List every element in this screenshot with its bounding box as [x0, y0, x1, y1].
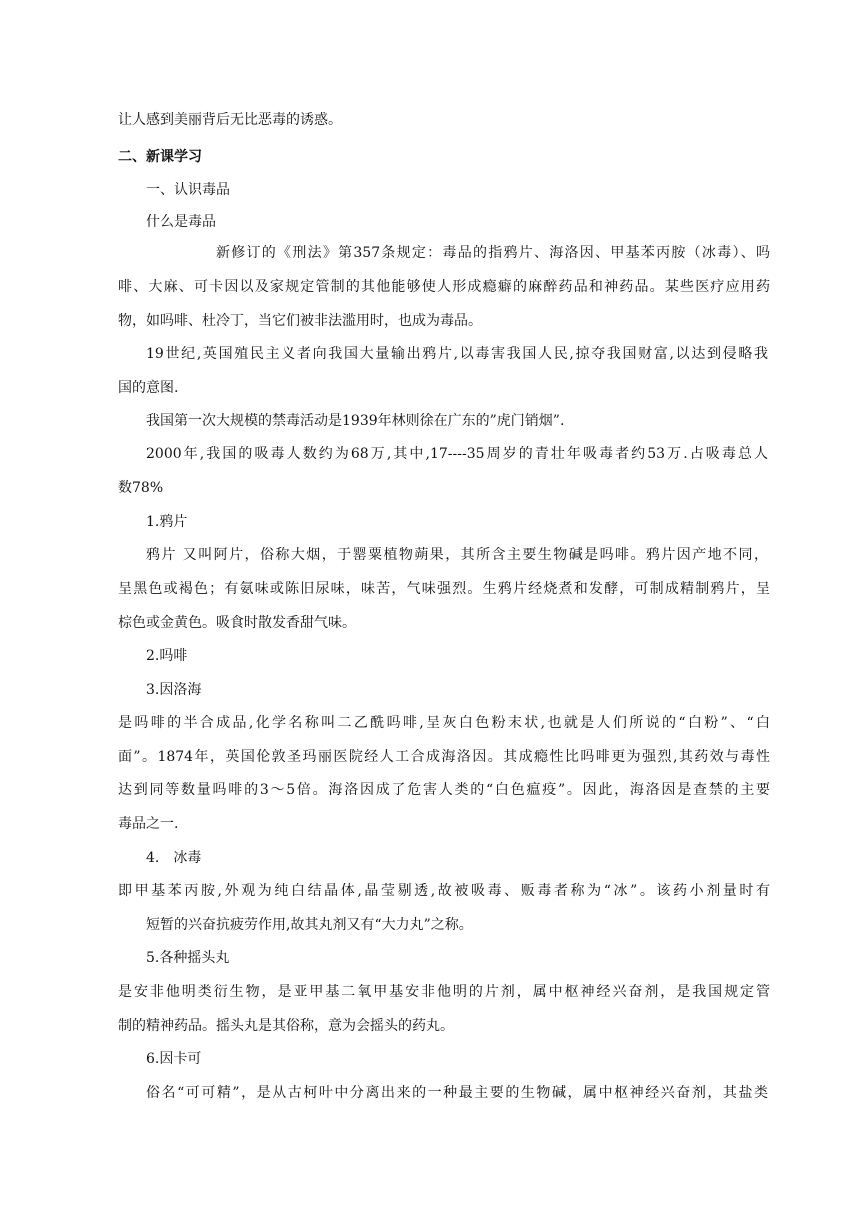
paragraph-line: 数78%	[118, 480, 164, 496]
paragraph-line: 达到同等数量吗啡的3～5倍。海洛因成了危害人类的“白色瘟疫”。因此，海洛因是查禁的主要	[118, 782, 770, 798]
paragraph-line: 19世纪,英国殖民主义者向我国大量输出鸦片,以毒害我国人民,掠夺我国财富,以达到侵略我	[146, 346, 768, 362]
paragraph-line: 俗名“可可精”，是从古柯叶中分离出来的一种最主要的生物碱，属中枢神经兴奋剂，其盐类	[146, 1085, 768, 1101]
paragraph-line: 物，如吗啡、杜冷丁，当它们被非法滥用时，也成为毒品。	[118, 313, 482, 329]
paragraph-line: 2000年,我国的吸毒人数约为68万,其中,17----35周岁的青壮年吸毒者约53万.占吸毒总人	[146, 446, 768, 462]
item-heading: 4. 冰毒	[146, 850, 202, 866]
paragraph-line: 毒品之一.	[118, 816, 179, 832]
paragraph-line: 是吗啡的半合成品,化学名称叫二乙酰吗啡,呈灰白色粉末状,也就是人们所说的“白粉”、“白	[118, 715, 770, 731]
paragraph-line: 是安非他明类衍生物，是亚甲基二氧甲基安非他明的片剂，属中枢神经兴奋剂，是我国规定管	[118, 984, 770, 1000]
text-line: 什么是毒品	[146, 214, 216, 230]
paragraph-line: 啡、大麻、可卡因以及家规定管制的其他能够使人形成瘾癖的麻醉药品和神药品。某些医疗应用药	[118, 279, 770, 295]
paragraph-line: 棕色或金黄色。吸食时散发香甜气味。	[118, 615, 356, 631]
paragraph-line: 鸦片 又叫阿片，俗称大烟，于罂粟植物蒴果，其所含主要生物碱是吗啡。鸦片因产地不同，	[146, 547, 768, 563]
item-heading: 1.鸦片	[146, 514, 188, 530]
paragraph-line: 制的精神药品。摇头丸是其俗称，意为会摇头的药丸。	[118, 1018, 454, 1034]
paragraph-line: 国的意图.	[118, 380, 179, 396]
paragraph-line: 面”。1874年，英国伦敦圣玛丽医院经人工合成海洛因。其成瘾性比吗啡更为强烈,其药效与毒性	[118, 749, 770, 765]
item-heading: 2.吗啡	[146, 648, 188, 664]
paragraph-line: 我国第一次大规模的禁毒活动是1939年林则徐在广东的”虎门销烟”.	[146, 413, 565, 429]
item-heading: 6.因卡可	[146, 1051, 202, 1067]
section-heading: 二、新课学习	[118, 149, 202, 165]
item-heading: 3.因洛海	[146, 682, 202, 698]
text-line: 让人感到美丽背后无比恶毒的诱惑。	[118, 112, 342, 128]
paragraph-line: 即甲基苯丙胺,外观为纯白结晶体,晶莹剔透,故被吸毒、贩毒者称为“冰”。该药小剂量时有	[118, 883, 770, 899]
paragraph-line: 新修订的《刑法》第357条规定：毒品的指鸦片、海洛因、甲基苯丙胺（冰毒）、吗	[216, 245, 770, 261]
subsection-heading: 一、认识毒品	[146, 182, 230, 198]
item-heading: 5.各种摇头丸	[146, 950, 230, 966]
paragraph-line: 短暂的兴奋抗疲劳作用,故其丸剂又有“大力丸”之称。	[146, 917, 473, 933]
paragraph-line: 呈黑色或褐色；有氨味或陈旧尿味，味苦，气味强烈。生鸦片经烧煮和发酵，可制成精制鸦片，呈	[118, 581, 770, 597]
